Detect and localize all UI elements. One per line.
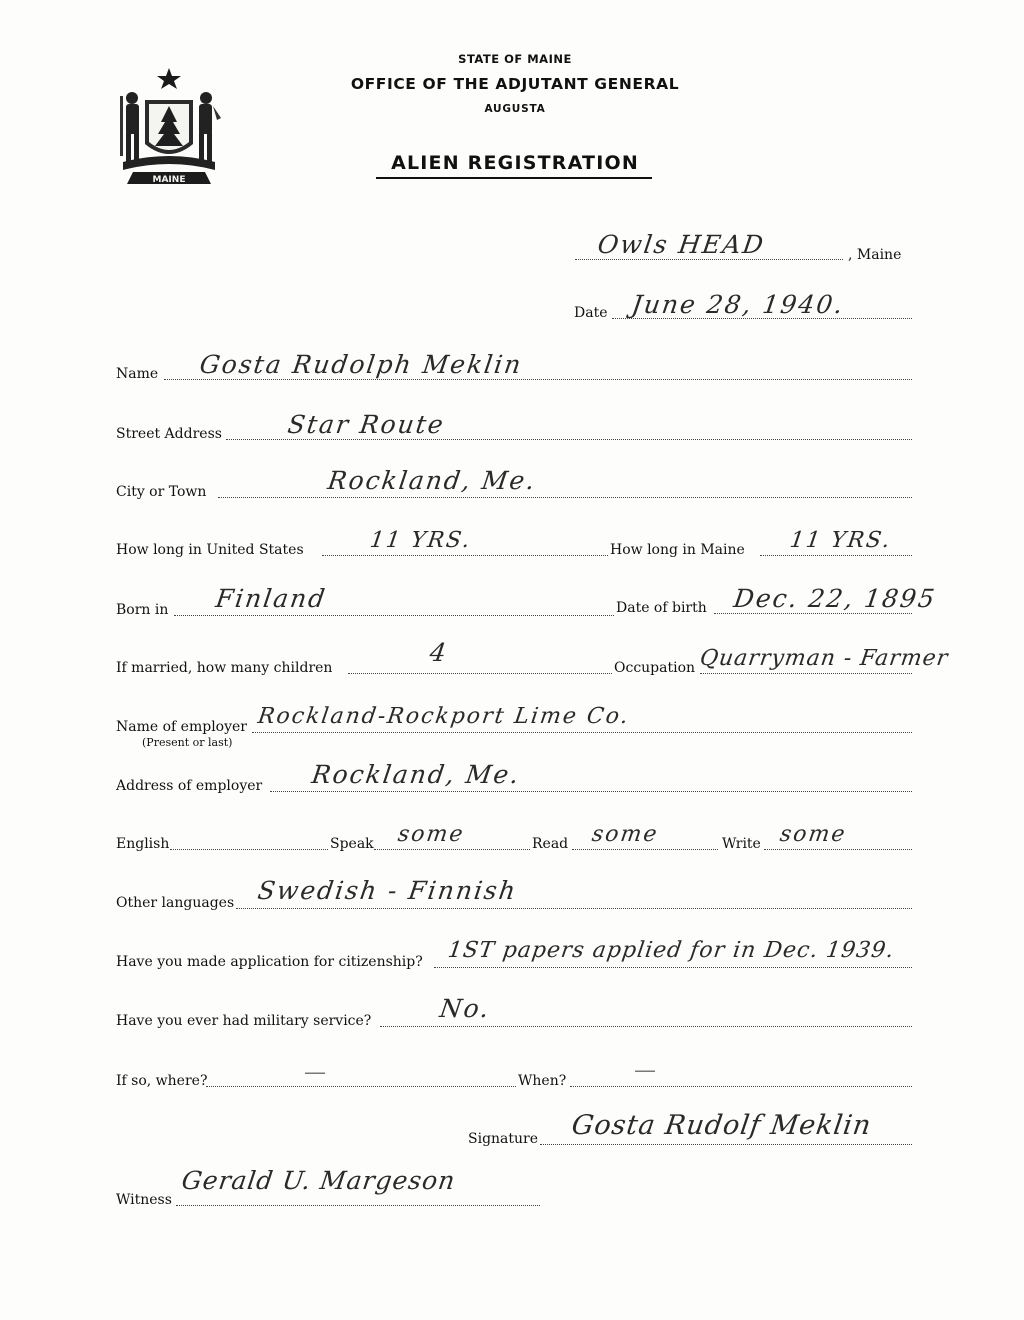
read-line xyxy=(572,849,718,850)
city-or-town-value[interactable]: Rockland, Me. xyxy=(325,466,539,495)
other-languages-value[interactable]: Swedish - Finnish xyxy=(255,876,520,905)
title-underline xyxy=(376,177,652,179)
citizenship-line xyxy=(434,967,912,968)
occupation-value[interactable]: Quarryman - Farmer xyxy=(698,646,950,671)
speak-label: Speak xyxy=(330,836,374,852)
witness-line xyxy=(176,1205,540,1206)
other-languages-label: Other languages xyxy=(116,895,235,911)
children-value[interactable]: 4 xyxy=(427,638,450,667)
military-value[interactable]: No. xyxy=(437,994,493,1023)
how-long-us-line xyxy=(322,555,608,556)
when-label: When? xyxy=(518,1073,567,1089)
when-value[interactable]: — xyxy=(634,1058,658,1083)
english-label: English xyxy=(116,836,170,852)
date-of-birth-value[interactable]: Dec. 22, 1895 xyxy=(731,584,939,613)
how-long-maine-line xyxy=(760,555,912,556)
write-line xyxy=(764,849,912,850)
office-heading: OFFICE OF THE ADJUTANT GENERAL xyxy=(350,75,680,93)
employer-line xyxy=(252,732,912,733)
street-address-line xyxy=(226,439,912,440)
speak-line xyxy=(374,849,530,850)
if-so-where-value[interactable]: — xyxy=(304,1060,328,1085)
date-of-birth-line xyxy=(714,613,912,614)
read-label: Read xyxy=(532,836,569,852)
read-value[interactable]: some xyxy=(590,822,661,847)
citizenship-label: Have you made application for citizenship? xyxy=(116,954,423,970)
when-line xyxy=(570,1086,912,1087)
military-label: Have you ever had military service? xyxy=(116,1013,372,1029)
speak-value[interactable]: some xyxy=(396,822,467,847)
occupation-label: Occupation xyxy=(614,660,696,676)
city-or-town-label: City or Town xyxy=(116,484,207,500)
street-address-label: Street Address xyxy=(116,426,222,442)
date-value[interactable]: June 28, 1940. xyxy=(629,290,847,319)
employer-address-label: Address of employer xyxy=(116,778,263,794)
how-long-us-label: How long in United States xyxy=(116,542,304,558)
how-long-maine-value[interactable]: 11 YRS. xyxy=(788,528,894,553)
form-title: ALIEN REGISTRATION xyxy=(391,152,639,174)
date-of-birth-label: Date of birth xyxy=(616,600,707,616)
employer-address-line xyxy=(270,791,912,792)
occupation-line xyxy=(700,673,912,674)
citizenship-value[interactable]: 1ST papers applied for in Dec. 1939. xyxy=(446,938,897,963)
write-label: Write xyxy=(722,836,761,852)
born-in-value[interactable]: Finland xyxy=(213,584,329,613)
witness-label: Witness xyxy=(116,1192,172,1208)
english-line xyxy=(170,849,328,850)
signature-label: Signature xyxy=(468,1131,539,1147)
state-heading: STATE OF MAINE xyxy=(458,52,572,66)
born-in-line xyxy=(174,615,614,616)
how-long-maine-label: How long in Maine xyxy=(610,542,745,558)
children-label: If married, how many children xyxy=(116,660,333,676)
maine-suffix: , Maine xyxy=(848,247,902,263)
how-long-us-value[interactable]: 11 YRS. xyxy=(368,528,474,553)
signature-line xyxy=(540,1144,912,1145)
signature-value[interactable]: Gosta Rudolf Meklin xyxy=(569,1110,874,1141)
street-address-value[interactable]: Star Route xyxy=(285,410,447,439)
write-value[interactable]: some xyxy=(778,822,849,847)
city-or-town-line xyxy=(218,497,912,498)
born-in-label: Born in xyxy=(116,602,169,618)
name-label: Name xyxy=(116,366,159,382)
town-line xyxy=(575,259,843,260)
name-value[interactable]: Gosta Rudolph Meklin xyxy=(197,350,525,379)
employer-address-value[interactable]: Rockland, Me. xyxy=(309,760,523,789)
employer-label: Name of employer xyxy=(116,719,247,735)
if-so-where-label: If so, where? xyxy=(116,1073,208,1089)
city-heading: AUGUSTA xyxy=(484,103,546,115)
other-languages-line xyxy=(236,908,912,909)
witness-value[interactable]: Gerald U. Margeson xyxy=(179,1166,458,1195)
military-line xyxy=(380,1026,912,1027)
children-line xyxy=(348,673,612,674)
employer-value[interactable]: Rockland-Rockport Lime Co. xyxy=(256,704,632,729)
if-so-where-line xyxy=(206,1086,516,1087)
name-line xyxy=(164,379,912,380)
date-label: Date xyxy=(574,305,608,321)
seal-banner-text: MAINE xyxy=(152,175,186,185)
town-value[interactable]: Owls HEAD xyxy=(595,230,767,259)
employer-sublabel: (Present or last) xyxy=(142,736,233,749)
